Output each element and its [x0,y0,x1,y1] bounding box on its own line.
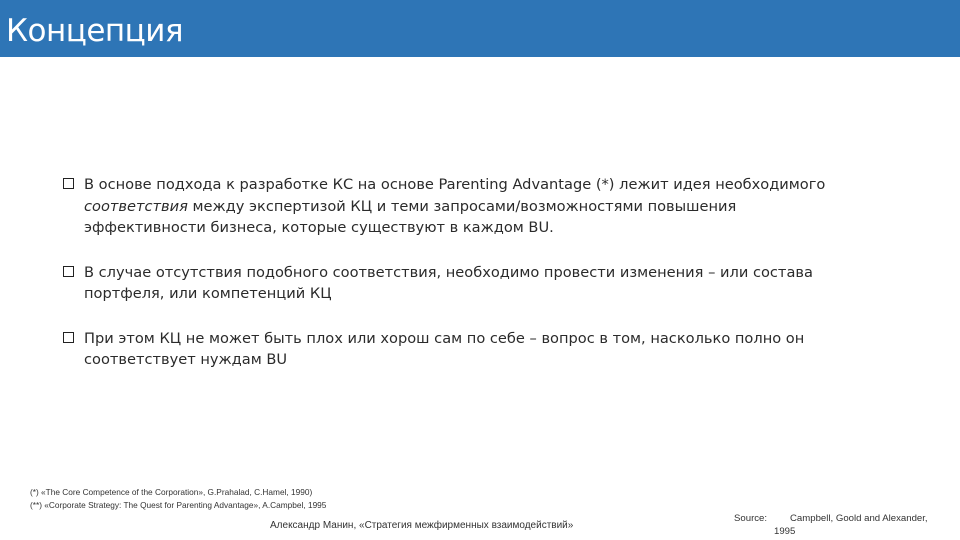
source-year: 1995 [774,526,796,537]
bullet-text [84,262,843,305]
footnote: (**) «Corporate Strategy: The Quest for Parenting Advantage», A.Campbel, 1995 [30,499,327,510]
bullet-line: портфеля, или компетенций КЦ [84,285,332,302]
bullet-line: эффективности бизнеса, которые существуют в каждом BU. [84,219,554,236]
footnote: (*) «The Core Competence of the Corporation», G.Prahalad, C.Hamel, 1990) [30,487,313,497]
footer-author: Александр Манин, «Стратегия межфирменных взаимодействий» [270,520,574,531]
bullet-line: В основе подхода к разработке КС на основе Parenting Advantage (*) лежит идея необходимого [84,176,826,193]
source-text: Campbell, Goold and Alexander, [790,513,928,524]
slide-title: Концепция [6,13,184,49]
bullet-line: между экспертизой КЦ и теми запросами/возможностями повышения [187,197,737,215]
bullet-line: В случае отсутствия подобного соответствия, необходимо провести изменения – или состава [84,263,813,281]
bullet-line: При этом КЦ не может быть плох или хорош сам по себе – вопрос в том, насколько полно он [84,329,805,347]
bullet-item [63,174,843,239]
checkbox-bullet-icon [63,178,74,189]
bullet-list [63,174,843,371]
source-label: Source: [734,513,768,524]
bullet-item [63,328,843,371]
bullet-item [63,262,843,305]
checkbox-bullet-icon [63,332,74,343]
checkbox-bullet-icon [63,266,74,277]
bullet-text [84,174,843,239]
footnotes [30,486,326,511]
bullet-text [84,328,843,371]
title-bar [0,0,960,57]
emphasis-text: соответствия [84,197,188,215]
bullet-line: соответствует нуждам BU [84,351,288,368]
